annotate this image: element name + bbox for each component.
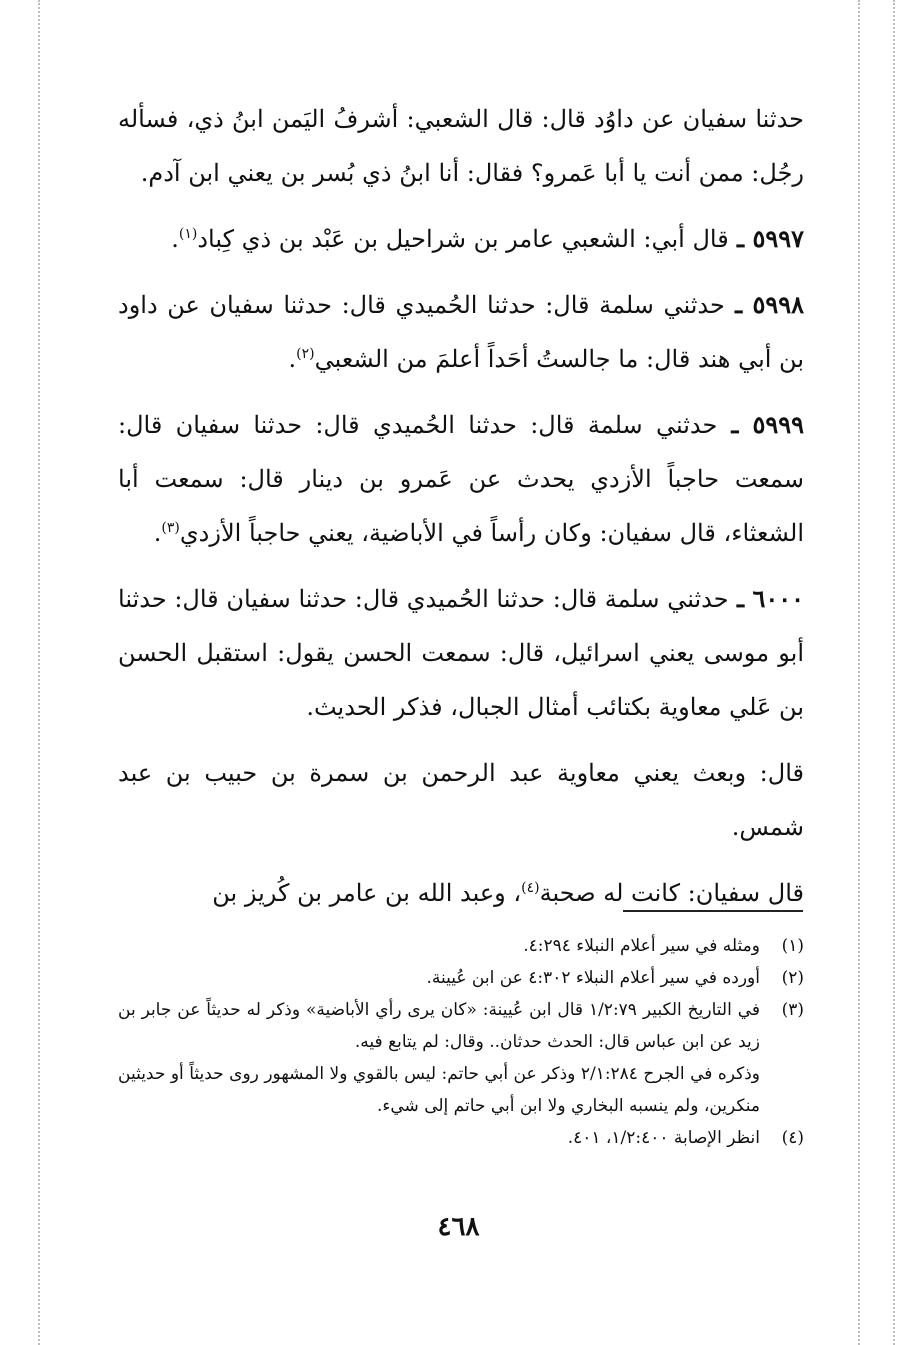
footnote-3-continuation: وذكره في الجرح ٢/١:٢٨٤ وذكر عن أبي حاتم: ليس بالقوي ولا المشهور روى حديثاً أو حديثين منكرين، ولم ينسبه البخاري ولا ابن أبي حاتم إلى شيء.: [118, 1064, 761, 1116]
paragraph-text: حدثنا سفيان عن داوُد قال: قال الشعبي: أشرفُ اليَمن ابنُ ذي، فسأله رجُل: ممن أنت يا أبا عَمرو؟ فقال: أنا ابنُ ذي بُسر بن يعني ابن آدم.: [118, 105, 805, 187]
footnote-3: [118, 994, 804, 1058]
hadith-5997: [118, 212, 804, 266]
paragraph-tail: .: [153, 519, 162, 547]
footnote-number: (٢): [781, 968, 804, 988]
footnotes: [118, 930, 804, 1154]
footnote-separator: [623, 910, 803, 912]
footnote-text: ومثله في سير أعلام النبلاء ٤:٢٩٤.: [523, 936, 760, 956]
page-number: ٤٦٨: [437, 1212, 480, 1242]
paragraph-tail: .: [288, 345, 297, 373]
paragraph-text: حدثني سلمة قال: حدثنا الحُميدي قال: حدثنا سفيان عن داود بن أبي هند قال: ما جالستُ أحَداً أعلمَ من الشعبي: [118, 291, 804, 373]
footnote-ref: (٣): [161, 520, 180, 536]
binding-dotted-line-right: [893, 0, 895, 1345]
paragraph-text: حدثني سلمة قال: حدثنا الحُميدي قال: حدثنا سفيان قال: سمعت حاجباً الأزدي يحدث عن عَمرو بن دينار قال: سمعت أبا الشعثاء، قال سفيان: وكان رأساً في الأباضية، يعني حاجباً الأزدي: [118, 411, 804, 547]
paragraph-text: قال سفيان: كانت له صحبة: [539, 879, 804, 907]
paragraph-text: قال: وبعث يعني معاوية عبد الرحمن بن سمرة بن حبيب بن عبد شمس.: [118, 759, 804, 841]
footnote-text: أورده في سير أعلام النبلاء ٤:٣٠٢ عن ابن عُيينة.: [426, 968, 760, 988]
hadith-number: ٥٩٩٩ ـ: [717, 410, 804, 439]
paragraph-tail: ، وعبد الله بن عامر بن كُريز بن: [212, 879, 522, 907]
paragraph: [118, 746, 804, 854]
footnote-ref: (٢): [296, 346, 315, 362]
footnote-text: في التاريخ الكبير ١/٢:٧٩ قال ابن عُيينة: «كان يرى رأي الأباضية» وذكر له حديثاً عن جابر بن زيد عن ابن عباس قال: الحدث حدثان.. وقال: لم يتابع فيه.: [118, 1000, 760, 1052]
hadith-number: ٦٠٠٠ ـ: [728, 584, 804, 613]
footnote-2: [118, 962, 804, 994]
hadith-number: ٥٩٩٨ ـ: [724, 290, 804, 319]
paragraph-tail: .: [171, 225, 179, 253]
footnote-ref: (١): [178, 226, 198, 242]
footnote-4: [118, 1122, 804, 1154]
paragraph: [118, 92, 804, 200]
hadith-6000: [118, 572, 804, 734]
paragraph-text: حدثني سلمة قال: حدثنا الحُميدي قال: حدثنا سفيان قال: حدثنا أبو موسى يعني اسرائيل، قال: سمعت الحسن يقول: استقبل الحسن بن عَلي معاوية بكتائب أمثال الجبال، فذكر الحديث.: [118, 585, 804, 721]
hadith-number: ٥٩٩٧ ـ: [728, 224, 804, 253]
footnote-text: انظر الإصابة ١/٢:٤٠٠، ٤٠١.: [567, 1128, 760, 1148]
binding-dotted-line-left: [38, 0, 40, 1345]
hadith-5999: [118, 398, 804, 560]
footnote-1: [118, 930, 804, 962]
footnote-ref: (٤): [521, 880, 540, 896]
footnote-number: (٣): [781, 1000, 804, 1020]
main-text: [118, 92, 804, 932]
footnote-number: (١): [781, 936, 804, 956]
paragraph-text: قال أبي: الشعبي عامر بن شراحيل بن عَبْد بن ذي كِباد: [197, 225, 729, 253]
binding-dotted-line-mid: [858, 0, 860, 1345]
footnote-number: (٤): [781, 1128, 804, 1148]
hadith-5998: [118, 278, 804, 386]
